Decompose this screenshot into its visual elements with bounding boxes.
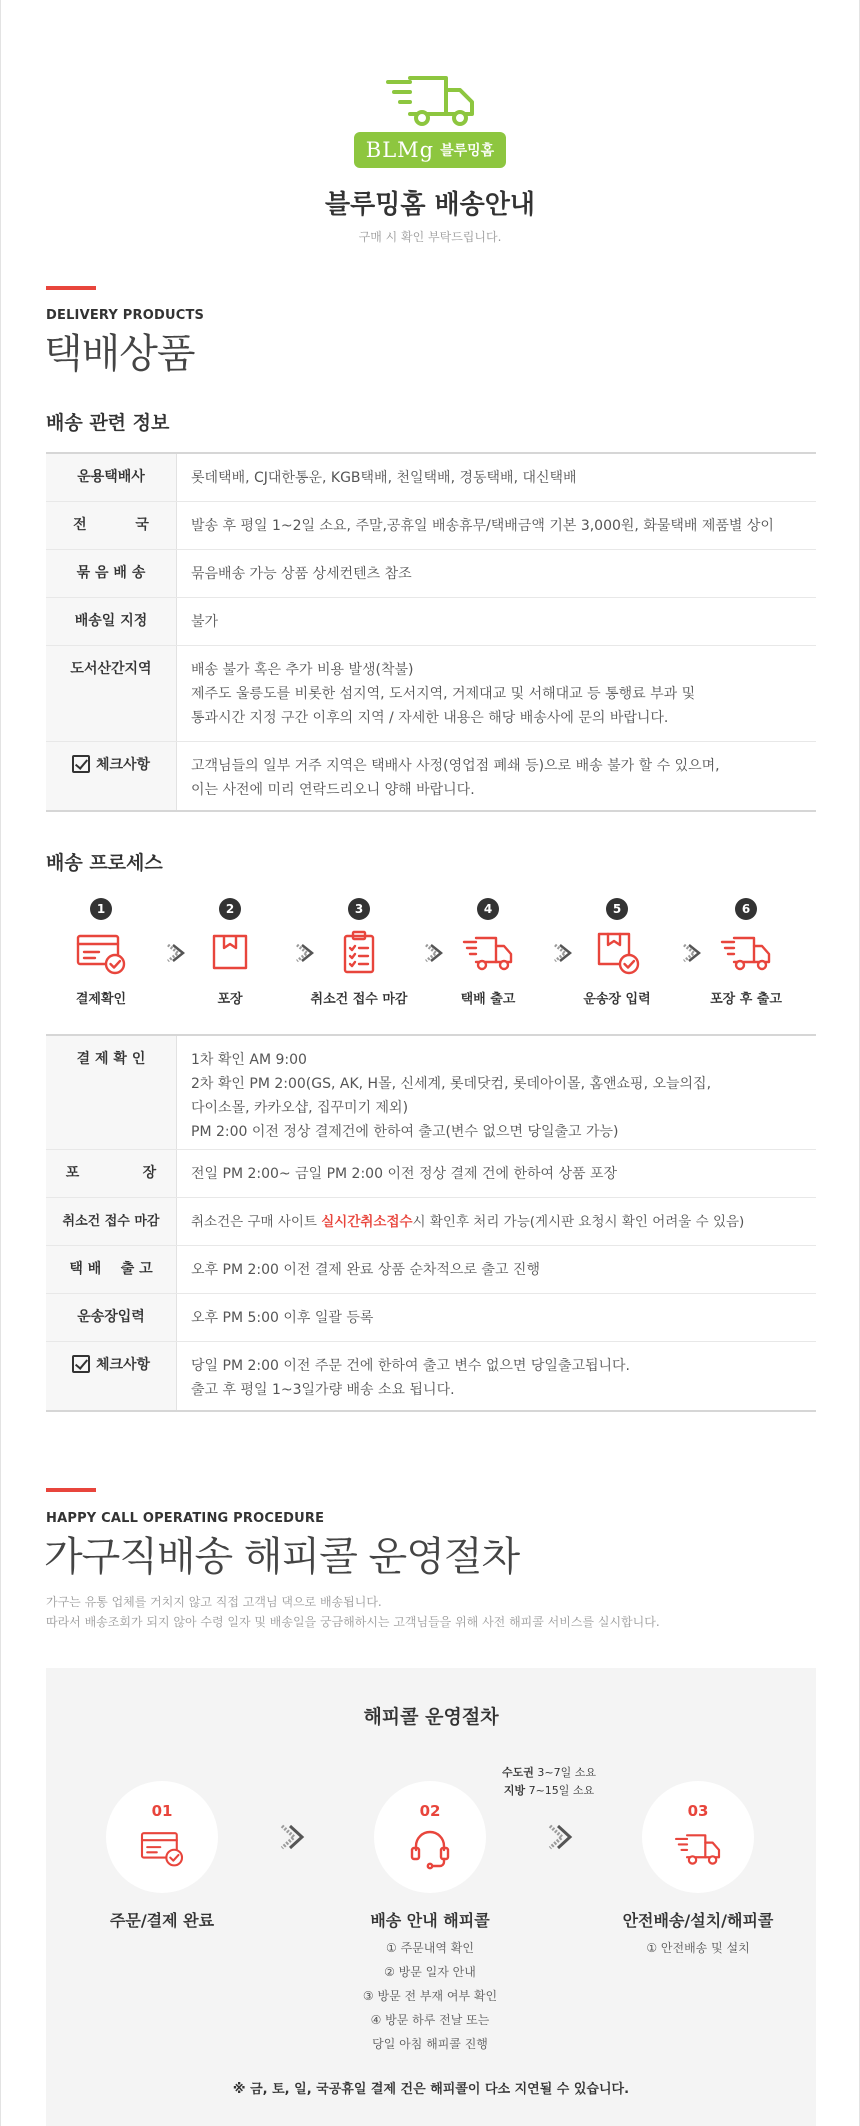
row-value <box>177 646 816 741</box>
happycall-step-circle <box>374 1781 486 1893</box>
section-accent-bar <box>46 1488 96 1492</box>
happycall-step-label: 배송 안내 해피콜 <box>370 1911 490 1930</box>
description-line: 따라서 배송조회가 되지 않아 수령 일자 및 배송일을 궁금해하시는 고객님들을 위해 사전 해피콜 서비스를 실시합니다. <box>46 1615 660 1629</box>
step-number: 6 <box>735 898 757 920</box>
detail-line: ④ 방문 하루 전날 또는 <box>370 2013 490 2027</box>
brand-main-text: BLMg <box>365 138 435 162</box>
happycall-description <box>46 1592 660 1632</box>
row-label-check <box>46 742 177 810</box>
row-text: 출고 후 평일 1~3일가량 배송 소요 됩니다. <box>191 1382 455 1398</box>
highlight-text: 실시간취소접수 <box>321 1214 413 1230</box>
delivery-kor-heading: 택배상품 <box>44 331 195 377</box>
row-text: 롯데택배, CJ대한통운, KGB택배, 천일택배, 경동택배, 대신택배 <box>191 470 577 486</box>
happycall-step-circle <box>106 1781 218 1893</box>
process-step <box>691 898 801 1007</box>
step-number: 1 <box>90 898 112 920</box>
row-label: 전 국 <box>46 502 177 549</box>
delivery-truck-icon <box>720 930 772 976</box>
table-row <box>46 1036 816 1150</box>
delivery-info-table <box>46 452 816 812</box>
process-heading: 배송 프로세스 <box>46 852 163 874</box>
step-number: 2 <box>219 898 241 920</box>
happycall-step-number: 01 <box>151 1802 173 1820</box>
step-label: 택배 출고 <box>460 992 516 1007</box>
process-step <box>433 898 543 1007</box>
table-row <box>46 454 816 502</box>
row-value <box>177 1150 816 1197</box>
step-label: 결제확인 <box>75 992 127 1007</box>
row-text: 취소건은 구매 사이트 <box>191 1214 322 1230</box>
row-text: 1차 확인 AM 9:00 <box>191 1052 307 1068</box>
happycall-step-number: 02 <box>419 1802 441 1820</box>
row-text: 당일 PM 2:00 이전 주문 건에 한하여 출고 변수 없으면 당일출고됩니다. <box>191 1358 631 1374</box>
clipboard-checklist-icon <box>333 930 385 976</box>
row-value <box>177 742 816 810</box>
note-region: 지방 <box>503 1784 526 1797</box>
delivery-truck-icon <box>462 930 514 976</box>
step-label: 운송장 입력 <box>583 992 651 1007</box>
note-region: 수도권 <box>502 1766 534 1779</box>
step-number: 4 <box>477 898 499 920</box>
table-row <box>46 598 816 646</box>
truck-logo-icon <box>380 72 480 130</box>
chevron-right-icon <box>546 1823 576 1851</box>
note-text: 3~7일 소요 <box>533 1766 596 1779</box>
page-subtitle: 구매 시 확인 부탁드립니다. <box>358 230 502 244</box>
happycall-box-title: 해피콜 운영절차 <box>363 1706 499 1728</box>
process-step <box>46 898 156 1007</box>
headset-icon <box>408 1828 452 1870</box>
delivery-eng-heading: DELIVERY PRODUCTS <box>46 308 205 323</box>
row-text: 배송 불가 혹은 추가 비용 발생(착불) <box>191 662 414 678</box>
payment-card-check-icon <box>75 930 127 976</box>
row-value <box>177 1342 816 1410</box>
brand-badge <box>354 132 506 168</box>
delivery-truck-icon <box>672 1828 724 1870</box>
box-check-icon <box>591 930 643 976</box>
detail-line: ② 방문 일자 안내 <box>384 1965 476 1979</box>
step-number: 5 <box>606 898 628 920</box>
row-text: 전일 PM 2:00~ 금일 PM 2:00 이전 정상 결제 건에 한하여 상품 포장 <box>191 1166 618 1182</box>
note-text: 7~15일 소요 <box>525 1784 595 1797</box>
detail-line: 당일 아침 해피콜 진행 <box>372 2037 488 2051</box>
row-text: 오후 PM 2:00 이전 결제 완료 상품 순차적으로 출고 진행 <box>191 1262 540 1278</box>
happycall-step-circle <box>642 1781 754 1893</box>
step-number: 3 <box>348 898 370 920</box>
step-label: 취소건 접수 마감 <box>310 992 408 1007</box>
row-label-text: 체크사항 <box>95 1357 151 1373</box>
row-label: 택 배 출 고 <box>46 1246 177 1293</box>
row-value <box>177 1246 816 1293</box>
row-value <box>177 502 816 549</box>
row-label: 운송장입력 <box>46 1294 177 1341</box>
table-row <box>46 1246 816 1294</box>
row-label: 묶 음 배 송 <box>46 550 177 597</box>
page-title: 블루밍홈 배송안내 <box>325 190 535 220</box>
happycall-kor-heading: 가구직배송 해피콜 운영절차 <box>44 1534 520 1580</box>
happycall-step-label: 주문/결제 완료 <box>109 1911 215 1930</box>
table-row <box>46 646 816 742</box>
detail-line: ① 주문내역 확인 <box>386 1941 474 1955</box>
table-row <box>46 1150 816 1198</box>
row-text: 묶음배송 가능 상품 상세컨텐츠 참조 <box>191 566 412 582</box>
checkbox-icon <box>72 755 90 773</box>
row-value <box>177 454 816 501</box>
row-text: 제주도 울릉도를 비롯한 섬지역, 도서지역, 거제대교 및 서해대교 등 통행료 부과 및 <box>191 686 696 702</box>
step-label: 포장 후 출고 <box>710 992 782 1007</box>
happycall-step-details <box>300 1936 560 2056</box>
chevron-right-icon <box>278 1823 308 1851</box>
row-text: 고객님들의 일부 거주 지역은 택배사 사정(영업점 폐쇄 등)으로 배송 불가 할 수 있으며, <box>191 758 720 774</box>
table-row <box>46 502 816 550</box>
table-row <box>46 1198 816 1246</box>
process-step <box>562 898 672 1007</box>
brand-logo <box>1 72 859 168</box>
row-label: 운용택배사 <box>46 454 177 501</box>
row-value <box>177 1294 816 1341</box>
delivery-process-steps <box>46 898 816 1008</box>
happycall-step-details <box>568 1936 828 1960</box>
brand-sub-text: 블루밍홈 <box>440 143 495 159</box>
row-text: 발송 후 평일 1~2일 소요, 주말,공휴일 배송휴무/택배금액 기본 3,000원, 화물택배 제품별 상이 <box>191 518 774 534</box>
row-label: 포 장 <box>46 1150 177 1197</box>
row-value <box>177 550 816 597</box>
table-row <box>46 550 816 598</box>
row-value <box>177 1198 816 1245</box>
row-label: 결 제 확 인 <box>46 1036 177 1149</box>
detail-line: ③ 방문 전 부재 여부 확인 <box>362 1989 498 2003</box>
table-row <box>46 742 816 810</box>
row-text: 다이소몰, 카카오샵, 집꾸미기 제외) <box>191 1100 409 1116</box>
row-label-check <box>46 1342 177 1410</box>
step-label: 포장 <box>217 992 243 1007</box>
info-heading: 배송 관련 정보 <box>46 412 170 434</box>
table-row <box>46 1294 816 1342</box>
checkbox-icon <box>72 1355 90 1373</box>
happycall-step-label: 안전배송/설치/해피콜 <box>622 1911 774 1930</box>
description-line: 가구는 유통 업체를 거치지 않고 직접 고객님 댁으로 배송됩니다. <box>46 1595 382 1609</box>
row-label: 취소건 접수 마감 <box>46 1198 177 1245</box>
row-text: 시 확인후 처리 가능(게시판 요청시 확인 어려울 수 있음) <box>412 1214 745 1230</box>
row-label-text: 체크사항 <box>95 757 151 773</box>
row-text: PM 2:00 이전 정상 결제건에 한하여 출고(변수 없으면 당일출고 가능) <box>191 1124 619 1140</box>
happycall-procedure-box <box>46 1668 816 2126</box>
row-text: 이는 사전에 미리 연락드리오니 양해 바랍니다. <box>191 782 475 798</box>
row-text: 불가 <box>191 614 219 630</box>
happycall-footnote: ※ 금, 토, 일, 국공휴일 결제 건은 해피콜이 다소 지연될 수 있습니다. <box>232 2082 630 2097</box>
process-info-table <box>46 1034 816 1412</box>
detail-line: ① 안전배송 및 설치 <box>646 1941 750 1955</box>
section-accent-bar <box>46 286 96 290</box>
row-label: 배송일 지정 <box>46 598 177 645</box>
process-step <box>175 898 285 1007</box>
row-value <box>177 598 816 645</box>
row-value <box>177 1036 816 1149</box>
payment-card-check-icon <box>137 1828 187 1868</box>
process-step <box>304 898 414 1007</box>
delivery-time-note <box>494 1764 604 1800</box>
happycall-step-number: 03 <box>687 1802 709 1820</box>
happycall-eng-heading: HAPPY CALL OPERATING PROCEDURE <box>46 1511 325 1526</box>
row-text: 통과시간 지정 구간 이후의 지역 / 자세한 내용은 해당 배송사에 문의 바랍니다. <box>191 710 669 726</box>
row-text: 오후 PM 5:00 이후 일괄 등록 <box>191 1310 374 1326</box>
package-box-icon <box>204 930 256 976</box>
row-label: 도서산간지역 <box>46 646 177 741</box>
table-row <box>46 1342 816 1410</box>
row-text: 2차 확인 PM 2:00(GS, AK, H몰, 신세계, 롯데닷컴, 롯데아이몰, 홈앤쇼핑, 오늘의집, <box>191 1076 712 1092</box>
